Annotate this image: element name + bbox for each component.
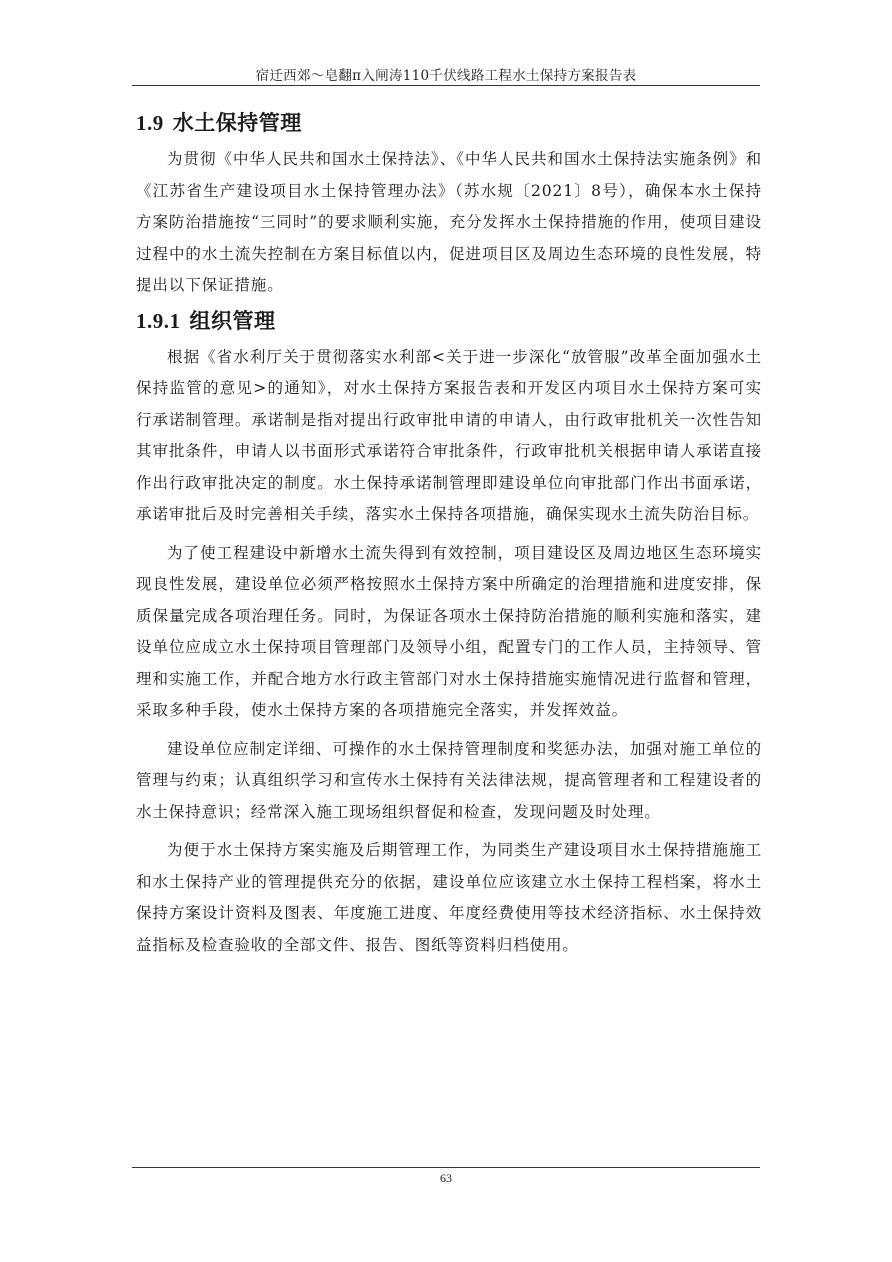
footer-rule	[132, 1167, 760, 1168]
body-paragraph: 建设单位应制定详细、可操作的水土保持管理制度和奖惩办法，加强对施工单位的管理与约束；认真组织学习和宣传水土保持有关法律法规，提高管理者和工程建设者的水土保持意识；经常深入施工现场组织督促和检查，发现问题及时处理。	[136, 739, 762, 821]
section-intro-paragraph: 为贯彻《中华人民共和国水土保持法》、《中华人民共和国水土保持法实施条例》和《江苏省生产建设项目水土保持管理办法》（苏水规〔2021〕8号），确保本水土保持方案防治措施按“三同时”的要求顺利实施，充分发挥水土保持措施的作用，使项目建设过程中的水土流失控制在方案目标值以内，促进项目区及周边生态环境的良性发展，特提出以下保证措施。	[136, 150, 762, 294]
body-paragraph: 根据《省水利厅关于贯彻落实水利部<关于进一步深化“放管服”改革全面加强水土保持监管的意见>的通知》，对水土保持方案报告表和开发区内项目水土保持方案可实行承诺制管理。承诺制是指对提出行政审批申请的申请人，由行政审批机关一次性告知其审批条件，申请人以书面形式承诺符合审批条件，行政审批机关根据申请人承诺直接作出行政审批决定的制度。水土保持承诺制管理即建设单位向审批部门作出书面承诺，承诺审批后及时完善相关手续，落实水土保持各项措施，确保实现水土流失防治目标。	[136, 347, 762, 523]
page-number: 63	[440, 1171, 452, 1185]
header-rule	[132, 85, 760, 86]
subsection-heading	[136, 306, 762, 336]
running-header: 宿迁西郊～皂翻π入闸涛110千伏线路工程水土保持方案报告表	[255, 68, 637, 84]
section-number: 1.9	[136, 111, 164, 135]
body-paragraph: 为了使工程建设中新增水土流失得到有效控制，项目建设区及周边地区生态环境实现良性发展，建设单位必须严格按照水土保持方案中所确定的治理措施和进度安排，保质保量完成各项治理任务。同时，为保证各项水土保持防治措施的顺利实施和落实，建设单位应成立水土保持项目管理部门及领导小组，配置专门的工作人员，主持领导、管理和实施工作，并配合地方水行政主管部门对水土保持措施实施情况进行监督和管理，采取多种手段，使水土保持方案的各项措施完全落实，并发挥效益。	[136, 543, 762, 719]
page-content	[136, 108, 762, 961]
section-heading	[136, 108, 762, 138]
subsection-number: 1.9.1	[136, 308, 181, 333]
section-title: 水土保持管理	[172, 110, 302, 135]
subsection-title: 组织管理	[189, 307, 276, 333]
body-paragraph: 为便于水土保持方案实施及后期管理工作，为同类生产建设项目水土保持措施施工和水土保持产业的管理提供充分的依据，建设单位应该建立水土保持工程档案，将水土保持方案设计资料及图表、年度施工进度、年度经费使用等技术经济指标、水土保持效益指标及检查验收的全部文件、报告、图纸等资料归档使用。	[136, 841, 762, 954]
